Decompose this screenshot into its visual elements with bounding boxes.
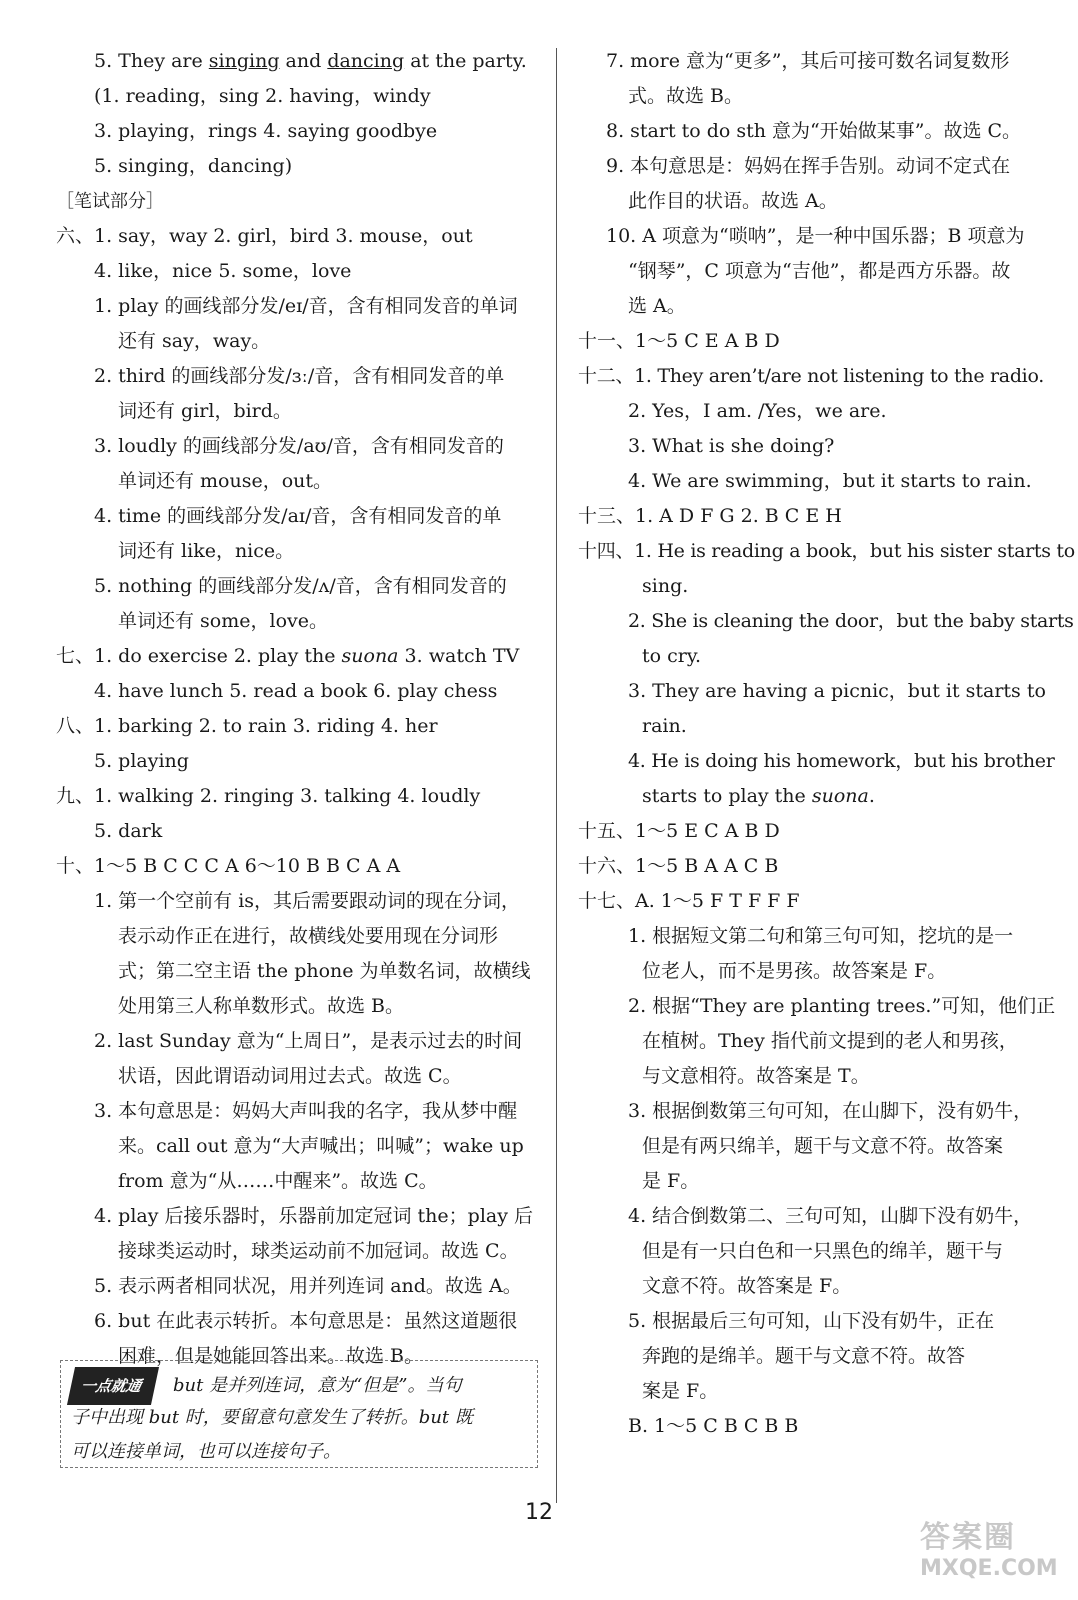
answer-line: 十六、1～5 B A A C B: [578, 855, 779, 877]
explanation-line: 1. play 的画线部分发/eɪ/音，含有相同发音的单词: [94, 295, 518, 317]
explanation-line: 来。call out 意为“大声喊出；叫喊”；wake up: [118, 1135, 524, 1157]
answer-line: 3. They are having a picnic，but it starts to: [628, 680, 1046, 702]
answer-line: 2. Yes，I am. /Yes，we are.: [628, 400, 887, 422]
explanation-line: 7. more 意为“更多”，其后可接可数名词复数形: [606, 50, 1010, 72]
answer-line: 4. We are swimming，but it starts to rain.: [628, 470, 1032, 492]
explanation-line: 4. time 的画线部分发/aɪ/音，含有相同发音的单: [94, 505, 502, 527]
explanation-line: 选 A。: [628, 295, 686, 317]
explanation-line: 1. 根据短文第二句和第三句可知，挖坑的是一: [628, 925, 1014, 947]
explanation-line: 奔跑的是绵羊。题干与文意不符。故答: [642, 1345, 966, 1367]
explanation-line: 位老人，而不是男孩。故答案是 F。: [642, 960, 947, 982]
answer-line: 六、1. say，way 2. girl，bird 3. mouse，out: [56, 225, 473, 247]
explanation-line: 但是有一只白色和一只黑色的绵羊，题干与: [642, 1240, 1004, 1262]
explanation-line: 3. 根据倒数第三句可知，在山脚下，没有奶牛，: [628, 1100, 1033, 1122]
tip-box: [60, 1360, 538, 1468]
explanation-line: from 意为“从……中醒来”。故选 C。: [118, 1170, 438, 1192]
answer-line: 十四、1. He is reading a book，but his sister starts to: [578, 540, 1075, 562]
answer-line: starts to play the suona.: [642, 785, 875, 807]
explanation-line: 案是 F。: [642, 1380, 719, 1402]
explanation-line: 5. 根据最后三句可知，山下没有奶牛，正在: [628, 1310, 995, 1332]
answer-line: 十七、A. 1～5 F T F F F: [578, 890, 800, 912]
explanation-line: 6. but 在此表示转折。本句意思是：虽然这道题很: [94, 1310, 518, 1332]
explanation-line: 词还有 girl，bird。: [118, 400, 292, 422]
answer-line: 七、1. do exercise 2. play the suona 3. watch TV: [56, 645, 520, 667]
explanation-line: 4. 结合倒数第二、三句可知，山脚下没有奶牛，: [628, 1205, 1033, 1227]
explanation-line: 1. 第一个空前有 is，其后需要跟动词的现在分词，: [94, 890, 521, 912]
explanation-line: 10. A 项意为“唢呐”，是一种中国乐器；B 项意为: [606, 225, 1025, 247]
answer-line: 4. have lunch 5. read a book 6. play chess: [94, 680, 498, 702]
explanation-line: 式；第二空主语 the phone 为单数名词，故横线: [118, 960, 531, 982]
explanation-line: 2. 根据“They are planting trees.”可知，他们正: [628, 995, 1056, 1017]
explanation-line: 2. last Sunday 意为“上周日”，是表示过去的时间: [94, 1030, 523, 1052]
explanation-line: 3. loudly 的画线部分发/aʊ/音，含有相同发音的: [94, 435, 504, 457]
answer-line: 九、1. walking 2. ringing 3. talking 4. loudly: [56, 785, 481, 807]
answer-line: 八、1. barking 2. to rain 3. riding 4. her: [56, 715, 438, 737]
explanation-line: 是 F。: [642, 1170, 700, 1192]
explanation-line: 8. start to do sth 意为“开始做某事”。故选 C。: [606, 120, 1022, 142]
explanation-line: 单词还有 some，love。: [118, 610, 328, 632]
answer-line: 5. dark: [94, 820, 163, 842]
answer-line: 十一、1～5 C E A B D: [578, 330, 780, 352]
answer-line: 2. She is cleaning the door，but the baby starts: [628, 610, 1074, 632]
answer-line: 十五、1～5 E C A B D: [578, 820, 780, 842]
tip-line: 可以连接单词，也可以连接句子。: [71, 1441, 341, 1462]
explanation-line: 困难，但是她能回答出来。故选 B。: [118, 1345, 424, 1367]
answer-line: to cry.: [642, 645, 702, 667]
explanation-line: 式。故选 B。: [628, 85, 744, 107]
column-divider: [556, 48, 557, 1503]
answer-line: 4. like，nice 5. some，love: [94, 260, 352, 282]
explanation-line: 状语，因此谓语动词用过去式。故选 C。: [118, 1065, 462, 1087]
explanation-line: 处用第三人称单数形式。故选 B。: [118, 995, 405, 1017]
answer-line: 5. playing: [94, 750, 189, 772]
right-column: [578, 44, 1075, 1444]
explanation-line: 单词还有 mouse，out。: [118, 470, 333, 492]
answer-line: 十二、1. They aren’t/are not listening to the radio.: [578, 365, 1045, 387]
explanation-line: 3. 本句意思是：妈妈大声叫我的名字，我从梦中醒: [94, 1100, 518, 1122]
answer-line: 5. They are singing and dancing at the party.: [94, 50, 527, 72]
explanation-line: 5. nothing 的画线部分发/ʌ/音，含有相同发音的: [94, 575, 507, 597]
explanation-line: 但是有两只绵羊，题干与文意不符。故答案: [642, 1135, 1004, 1157]
answer-line: 4. He is doing his homework，but his brother: [628, 750, 1055, 772]
answer-line: 3. playing，rings 4. saying goodbye: [94, 120, 438, 142]
tip-badge: 一点就通: [67, 1367, 159, 1405]
answer-line: 3. What is she doing?: [628, 435, 835, 457]
explanation-line: 词还有 like，nice。: [118, 540, 295, 562]
explanation-line: 在植树。They 指代前文提到的老人和男孩，: [642, 1030, 1018, 1052]
explanation-line: 2. third 的画线部分发/ɜː/音，含有相同发音的单: [94, 365, 505, 387]
explanation-line: 9. 本句意思是：妈妈在挥手告别。动词不定式在: [606, 155, 1011, 177]
explanation-line: 表示动作正在进行，故横线处要用现在分词形: [118, 925, 499, 947]
explanation-line: 与文意相符。故答案是 T。: [642, 1065, 870, 1087]
explanation-line: 5. 表示两者相同状况，用并列连词 and。故选 A。: [94, 1275, 522, 1297]
watermark-logo: 答案圈 MXQE.COM: [920, 1520, 1058, 1581]
explanation-line: 接球类运动时，球类运动前不加冠词。故选 C。: [118, 1240, 519, 1262]
answer-line: 十三、1. A D F G 2. B C E H: [578, 505, 842, 527]
answer-line: rain.: [642, 715, 687, 737]
explanation-line: 文意不符。故答案是 F。: [642, 1275, 852, 1297]
answer-line: 5. singing，dancing): [94, 155, 293, 177]
left-column: [56, 44, 548, 1374]
answer-line: 十、1～5 B C C C A 6～10 B B C A A: [56, 855, 401, 877]
tip-line: 一点就通 but 是并列连词，意为“但是”。当句: [71, 1367, 527, 1401]
answer-line: (1. reading，sing 2. having，windy: [94, 85, 431, 107]
explanation-line: 还有 say，way。: [118, 330, 271, 352]
section-heading: ［笔试部分］: [56, 191, 164, 212]
answer-line: sing.: [642, 575, 689, 597]
explanation-line: 4. play 后接乐器时，乐器前加定冠词 the；play 后: [94, 1205, 534, 1227]
explanation-line: “钢琴”，C 项意为“吉他”，都是西方乐器。故: [628, 260, 1011, 282]
page-number: 12: [525, 1500, 553, 1525]
tip-line: 子中出现 but 时，要留意句意发生了转折。but 既: [71, 1407, 473, 1428]
answer-line: B. 1～5 C B C B B: [628, 1415, 799, 1437]
explanation-line: 此作目的状语。故选 A。: [628, 190, 838, 212]
